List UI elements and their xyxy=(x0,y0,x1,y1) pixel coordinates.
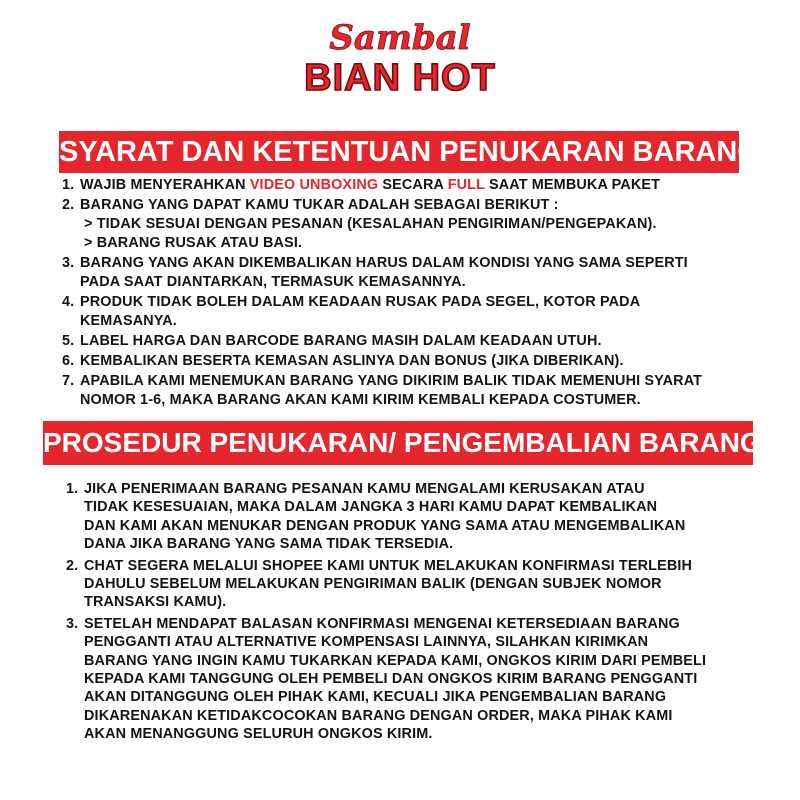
item-text: CHAT SEGERA MELALUI SHOPEE KAMI UNTUK MELAKUKAN KONFIRMASI TERLEBIH xyxy=(84,557,693,574)
item-number: 3. xyxy=(62,255,75,271)
brand-script-text: Sambal xyxy=(329,18,471,58)
item-text: LABEL HARGA DAN BARCODE BARANG MASIH DALAM KEADAAN UTUH. xyxy=(80,333,602,349)
item-text: PRODUK TIDAK BOLEH DALAM KEADAAN RUSAK PADA SEGEL, KOTOR PADA xyxy=(80,294,641,310)
item-number: 1. xyxy=(66,481,79,497)
item-text: JIKA PENERIMAAN BARANG PESANAN KAMU MENGALAMI KERUSAKAN ATAU xyxy=(84,481,645,497)
item-text: KEPADA KAMI TANGGUNG OLEH PEMBELI DAN ONGKOS KIRIM BARANG PENGGANTI xyxy=(84,671,698,688)
item-text: BARANG YANG INGIN KAMU TUKARKAN KEPADA KAMI, ONGKOS KIRIM DARI PEMBELI xyxy=(84,652,707,669)
item-text: DIKARENAKAN KETIDAKCOCOKAN BARANG DENGAN ORDER, MAKA PIHAK KAMI xyxy=(84,707,673,724)
item-number: 2. xyxy=(62,197,75,213)
list-item xyxy=(62,293,782,331)
list-item xyxy=(62,332,782,351)
list-item xyxy=(62,176,782,195)
item-number: 1. xyxy=(62,177,75,193)
item-text: KEMASANYA. xyxy=(80,313,177,329)
terms-list xyxy=(62,176,782,411)
item-number: 7. xyxy=(62,373,75,389)
brand-bold-text: BIAN HOT xyxy=(304,57,496,99)
item-number: 5. xyxy=(62,333,75,349)
item-text: TRANSAKSI KAMU). xyxy=(84,594,227,611)
item-number: 3. xyxy=(66,615,79,632)
procedure-list xyxy=(66,480,766,747)
list-item xyxy=(66,557,766,612)
highlight-video-unboxing: VIDEO UNBOXING xyxy=(249,177,379,193)
item-text: DAN KAMI AKAN MENUKAR DENGAN PRODUK YANG SAMA ATAU MENGEMBALIKAN xyxy=(84,517,686,534)
item-text: DANA JIKA BARANG YANG SAMA TIDAK TERSEDIA. xyxy=(84,536,454,553)
item-text: SETELAH MENDAPAT BALASAN KONFIRMASI MENGENAI KETERSEDIAAN BARANG xyxy=(84,615,680,632)
list-item xyxy=(62,196,782,253)
highlight-full: FULL xyxy=(447,177,485,193)
item-text: BARANG YANG AKAN DIKEMBALIKAN HARUS DALAM KONDISI YANG SAMA SEPERTI xyxy=(80,255,688,271)
item-text: TIDAK KESESUAIAN, MAKA DALAM JANGKA 3 HARI KAMU DAPAT KEMBALIKAN xyxy=(84,499,658,516)
item-text: AKAN DITANGGUNG OLEH PIHAK KAMI, KECUALI JIKA PENGEMBALIAN BARANG xyxy=(84,689,667,706)
sub-item: > TIDAK SESUAI DENGAN PESANAN (KESALAHAN PENGIRIMAN/PENGEPAKAN). xyxy=(84,216,657,232)
list-item xyxy=(62,254,782,292)
list-item xyxy=(66,480,766,554)
list-item xyxy=(62,352,782,371)
item-text: KEMBALIKAN BESERTA KEMASAN ASLINYA DAN BONUS (JIKA DIBERIKAN). xyxy=(80,353,624,369)
item-text: WAJIB MENYERAHKAN VIDEO UNBOXING SECARA FULL SAAT MEMBUKA PAKET xyxy=(80,177,661,193)
sub-item: > BARANG RUSAK ATAU BASI. xyxy=(84,235,303,251)
item-number: 6. xyxy=(62,353,75,369)
item-text: PENGGANTI ATAU ALTERNATIVE KOMPENSASI LAINNYA, SILAHKAN KIRIMKAN xyxy=(84,634,649,651)
item-number: 2. xyxy=(66,557,79,574)
item-text: DAHULU SEBELUM MELAKUKAN PENGIRIMAN BALIK (DENGAN SUBJEK NOMOR xyxy=(84,576,662,593)
item-number: 4. xyxy=(62,294,75,310)
item-text: AKAN MENANGGUNG SELURUH ONGKOS KIRIM. xyxy=(84,726,433,743)
brand-logo xyxy=(0,12,800,100)
list-item xyxy=(62,372,782,410)
item-text: PADA SAAT DIANTARKAN, TERMASUK KEMASANNYA. xyxy=(80,274,466,290)
item-text: BARANG YANG DAPAT KAMU TUKAR ADALAH SEBAGAI BERIKUT : xyxy=(80,197,559,213)
list-item xyxy=(66,615,766,744)
item-text: NOMOR 1-6, MAKA BARANG AKAN KAMI KIRIM KEMBALI KEPADA COSTUMER. xyxy=(80,392,641,408)
section-title-terms: SYARAT DAN KETENTUAN PENUKARAN BARANG xyxy=(59,131,739,173)
section-title-procedure: PROSEDUR PENUKARAN/ PENGEMBALIAN BARANG xyxy=(43,421,753,465)
item-text: APABILA KAMI MENEMUKAN BARANG YANG DIKIRIM BALIK TIDAK MEMENUHI SYARAT xyxy=(80,373,703,389)
